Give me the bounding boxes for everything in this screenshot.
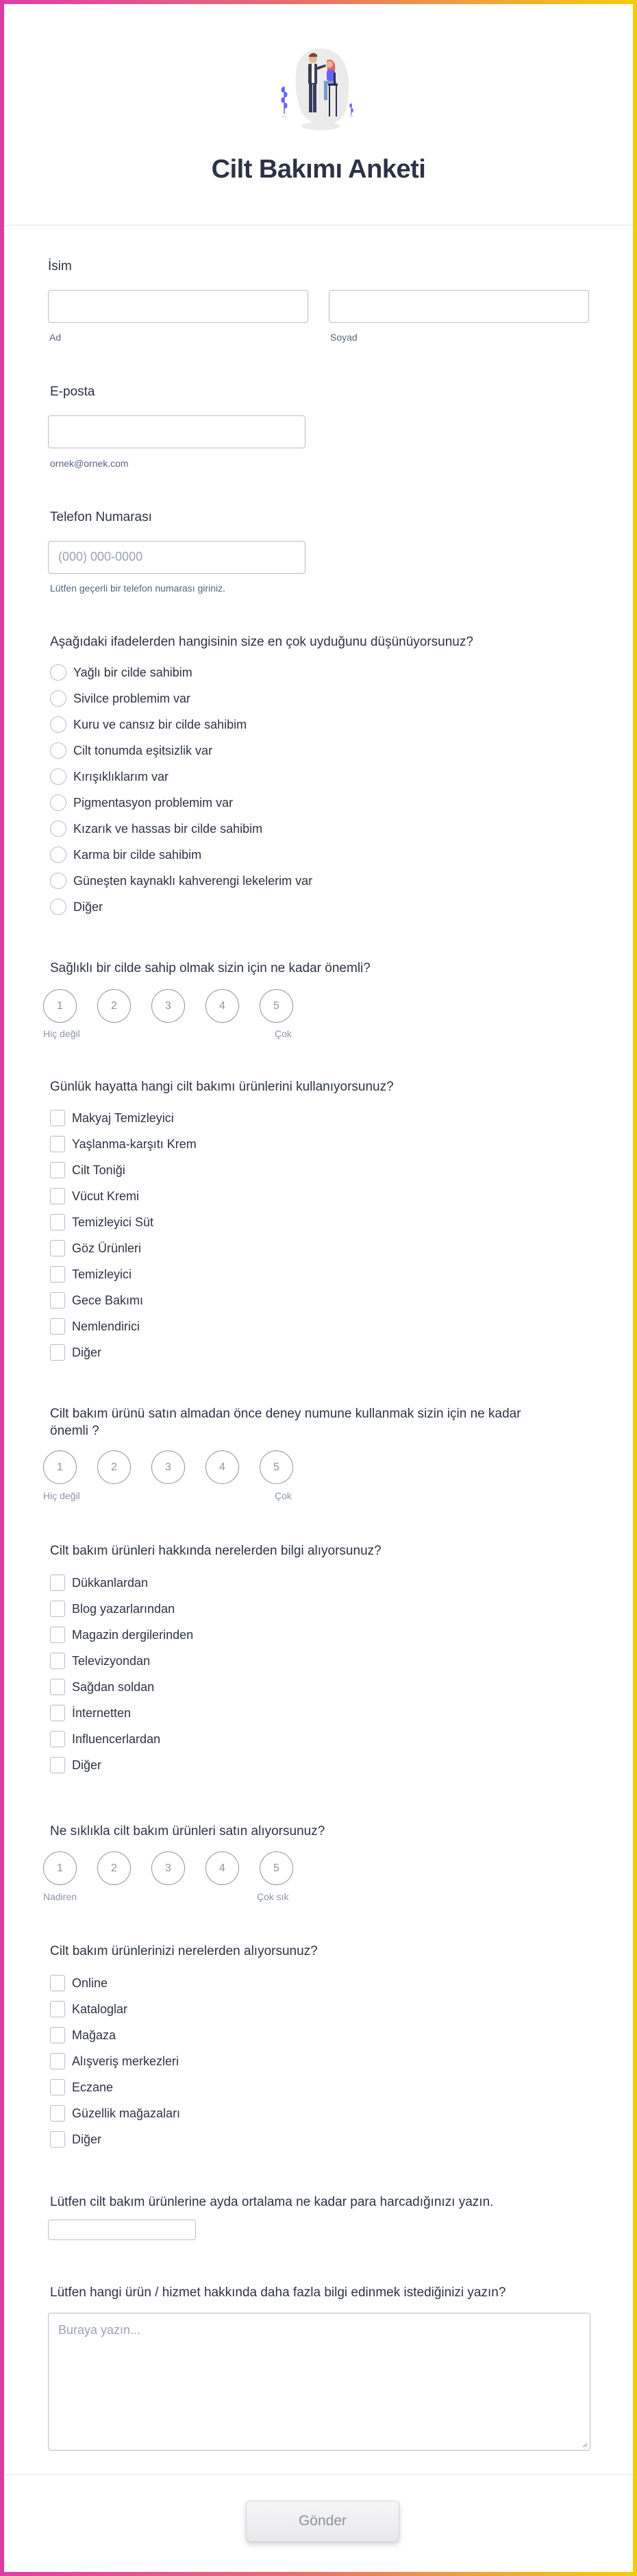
phone-sublabel: Lütfen geçerli bir telefon numarası giriniz. bbox=[50, 583, 226, 594]
submit-button[interactable]: Gönder bbox=[246, 2501, 399, 2542]
form-title: Cilt Bakımı Anketi bbox=[211, 155, 426, 184]
checkbox[interactable] bbox=[50, 1292, 65, 1309]
checkbox[interactable] bbox=[50, 1731, 65, 1747]
scale-option-3[interactable]: 3 bbox=[151, 989, 185, 1023]
checkbox[interactable] bbox=[50, 2079, 65, 2095]
checkbox-option[interactable]: Sağdan soldan bbox=[50, 1679, 154, 1695]
checkbox-option[interactable]: Gece Bakımı bbox=[50, 1292, 143, 1309]
scale-option-1[interactable]: 1 bbox=[43, 1851, 77, 1885]
radio-option[interactable]: Kuru ve cansız bir cilde sahibim bbox=[50, 716, 247, 733]
email-input[interactable] bbox=[48, 415, 305, 448]
skin-type-question: Aşağıdaki ifadelerden hangisinin size en çok uyduğunu düşünüyorsunuz? bbox=[50, 635, 473, 649]
sample-question-line2: önemli ? bbox=[50, 1424, 99, 1438]
radio-button[interactable] bbox=[50, 742, 66, 759]
radio-button[interactable] bbox=[50, 847, 66, 863]
radio-option[interactable]: Kızarık ve hassas bir cilde sahibim bbox=[50, 821, 262, 837]
checkbox[interactable] bbox=[50, 1627, 65, 1643]
scale-min-label: Nadiren bbox=[43, 1891, 77, 1902]
checkbox-option[interactable]: Kataloglar bbox=[50, 2001, 127, 2017]
checkbox-option[interactable]: Vücut Kremi bbox=[50, 1188, 139, 1204]
checkbox-option[interactable]: İnternetten bbox=[50, 1705, 131, 1721]
more-info-question: Lütfen hangi ürün / hizmet hakkında daha fazla bilgi edinmek istediğinizi yazın? bbox=[50, 2285, 506, 2300]
radio-button[interactable] bbox=[50, 873, 66, 889]
checkbox[interactable] bbox=[50, 1975, 65, 1991]
spend-input[interactable] bbox=[48, 2220, 196, 2240]
checkbox-option[interactable]: Diğer bbox=[50, 1344, 101, 1361]
spend-question: Lütfen cilt bakım ürünlerine ayda ortalama ne kadar para harcadığınızı yazın. bbox=[50, 2195, 494, 2209]
checkbox[interactable] bbox=[50, 1188, 65, 1204]
purchase-place-question: Cilt bakım ürünlerinizi nerelerden alıyorsunuz? bbox=[50, 1944, 318, 1958]
checkbox-option[interactable]: Göz Ürünleri bbox=[50, 1240, 141, 1256]
checkbox[interactable] bbox=[50, 2027, 65, 2043]
checkbox[interactable] bbox=[50, 1318, 65, 1335]
phone-placeholder: (000) 000-0000 bbox=[58, 550, 143, 563]
checkbox[interactable] bbox=[50, 1214, 65, 1230]
checkbox-option[interactable]: Yaşlanma-karşıtı Krem bbox=[50, 1136, 197, 1152]
radio-button[interactable] bbox=[50, 794, 66, 811]
checkbox-option[interactable]: Güzellik mağazaları bbox=[50, 2105, 180, 2122]
email-sublabel: ornek@ornek.com bbox=[50, 458, 129, 469]
scale-option-1[interactable]: 1 bbox=[43, 989, 77, 1023]
checkbox[interactable] bbox=[50, 1679, 65, 1695]
radio-option[interactable]: Güneşten kaynaklı kahverengi lekelerim var bbox=[50, 873, 312, 889]
last-name-input[interactable] bbox=[329, 290, 589, 323]
checkbox-option[interactable]: Nemlendirici bbox=[50, 1318, 140, 1335]
radio-option[interactable]: Sivilce problemim var bbox=[50, 690, 190, 707]
form-card bbox=[4, 4, 633, 2572]
radio-button[interactable] bbox=[50, 690, 66, 707]
last-name-sublabel: Soyad bbox=[330, 332, 358, 343]
radio-option[interactable]: Diğer bbox=[50, 899, 103, 915]
checkbox[interactable] bbox=[50, 1344, 65, 1361]
checkbox-option[interactable]: Influencerlardan bbox=[50, 1731, 160, 1747]
scale-max-label: Çok bbox=[275, 1028, 292, 1039]
checkbox-option[interactable]: Temizleyici Süt bbox=[50, 1214, 153, 1230]
scale-max-label: Çok bbox=[275, 1490, 292, 1501]
scale-max-label: Çok sık bbox=[257, 1891, 289, 1902]
info-sources-question: Cilt bakım ürünleri hakkında nerelerden bilgi alıyorsunuz? bbox=[50, 1544, 382, 1558]
more-info-textarea[interactable] bbox=[48, 2313, 590, 2451]
radio-button[interactable] bbox=[50, 664, 66, 681]
checkbox[interactable] bbox=[50, 2053, 65, 2069]
scale-option-1[interactable]: 1 bbox=[43, 1450, 77, 1484]
checkbox-option[interactable]: Magazin dergilerinden bbox=[50, 1627, 193, 1643]
radio-button[interactable] bbox=[50, 821, 66, 837]
checkbox-option[interactable]: Eczane bbox=[50, 2079, 113, 2095]
checkbox[interactable] bbox=[50, 1110, 65, 1126]
checkbox[interactable] bbox=[50, 1240, 65, 1256]
sample-question-line1: Cilt bakım ürünü satın almadan önce deney numune kullanmak sizin için ne kadar bbox=[50, 1407, 521, 1421]
products-question: Günlük hayatta hangi cilt bakımı ürünlerini kullanıyorsunuz? bbox=[50, 1080, 394, 1094]
scale-option-4[interactable]: 4 bbox=[205, 1851, 239, 1885]
checkbox-option[interactable]: Mağaza bbox=[50, 2027, 116, 2043]
radio-option[interactable]: Kırışıklıklarım var bbox=[50, 768, 168, 785]
scale-min-label: Hiç değil bbox=[43, 1490, 80, 1501]
checkbox-option[interactable]: Televizyondan bbox=[50, 1653, 150, 1669]
radio-button[interactable] bbox=[50, 716, 66, 733]
checkbox[interactable] bbox=[50, 1601, 65, 1617]
checkbox-option[interactable]: Makyaj Temizleyici bbox=[50, 1110, 174, 1126]
makeup-artist-illustration-icon bbox=[269, 45, 369, 134]
checkbox-option[interactable]: Blog yazarlarından bbox=[50, 1601, 175, 1617]
textarea-placeholder: Buraya yazın... bbox=[58, 2323, 141, 2337]
checkbox[interactable] bbox=[50, 1705, 65, 1721]
radio-option[interactable]: Cilt tonumda eşitsizlik var bbox=[50, 742, 212, 759]
checkbox[interactable] bbox=[50, 1757, 65, 1773]
radio-option[interactable]: Yağlı bir cilde sahibim bbox=[50, 664, 192, 681]
scale-option-5[interactable]: 5 bbox=[260, 1851, 293, 1885]
checkbox-option[interactable]: Dükkanlardan bbox=[50, 1575, 148, 1591]
scale-min-label: Hiç değil bbox=[43, 1028, 80, 1039]
radio-option[interactable]: Pigmentasyon problemim var bbox=[50, 794, 233, 811]
scale-option-2[interactable]: 2 bbox=[97, 1851, 131, 1885]
checkbox[interactable] bbox=[50, 2001, 65, 2017]
checkbox-option[interactable]: Alışveriş merkezleri bbox=[50, 2053, 179, 2069]
frequency-question: Ne sıklıkla cilt bakım ürünleri satın alıyorsunuz? bbox=[50, 1824, 325, 1838]
resize-handle-icon[interactable] bbox=[582, 2442, 588, 2448]
checkbox-option[interactable]: Online bbox=[50, 1975, 108, 1991]
checkbox[interactable] bbox=[50, 2131, 65, 2148]
scale-option-4[interactable]: 4 bbox=[205, 989, 239, 1023]
scale-option-3[interactable]: 3 bbox=[151, 1851, 185, 1885]
phone-label: Telefon Numarası bbox=[50, 510, 152, 524]
name-label: İsim bbox=[48, 259, 72, 274]
first-name-input[interactable] bbox=[48, 290, 308, 323]
frame-right-border bbox=[633, 0, 637, 2576]
scale-option-2[interactable]: 2 bbox=[97, 1450, 131, 1484]
form-header bbox=[4, 4, 633, 226]
importance-question: Sağlıklı bir cilde sahip olmak sizin için ne kadar önemli? bbox=[50, 961, 371, 975]
radio-option[interactable]: Karma bir cilde sahibim bbox=[50, 847, 201, 863]
scale-option-5[interactable]: 5 bbox=[260, 989, 293, 1023]
scale-option-5[interactable]: 5 bbox=[260, 1450, 293, 1484]
radio-button[interactable] bbox=[50, 899, 66, 915]
checkbox-option[interactable]: Cilt Toniği bbox=[50, 1162, 125, 1178]
checkbox-option[interactable]: Diğer bbox=[50, 2131, 101, 2148]
phone-input[interactable] bbox=[48, 541, 305, 574]
first-name-sublabel: Ad bbox=[49, 332, 62, 343]
checkbox[interactable] bbox=[50, 1575, 65, 1591]
scale-option-4[interactable]: 4 bbox=[205, 1450, 239, 1484]
checkbox[interactable] bbox=[50, 1162, 65, 1178]
checkbox-option[interactable]: Temizleyici bbox=[50, 1266, 132, 1283]
checkbox[interactable] bbox=[50, 1653, 65, 1669]
scale-option-3[interactable]: 3 bbox=[151, 1450, 185, 1484]
checkbox-option[interactable]: Diğer bbox=[50, 1757, 101, 1773]
radio-button[interactable] bbox=[50, 768, 66, 785]
checkbox[interactable] bbox=[50, 1266, 65, 1283]
checkbox[interactable] bbox=[50, 2105, 65, 2122]
checkbox[interactable] bbox=[50, 1136, 65, 1152]
email-label: E-posta bbox=[50, 385, 95, 399]
scale-option-2[interactable]: 2 bbox=[97, 989, 131, 1023]
